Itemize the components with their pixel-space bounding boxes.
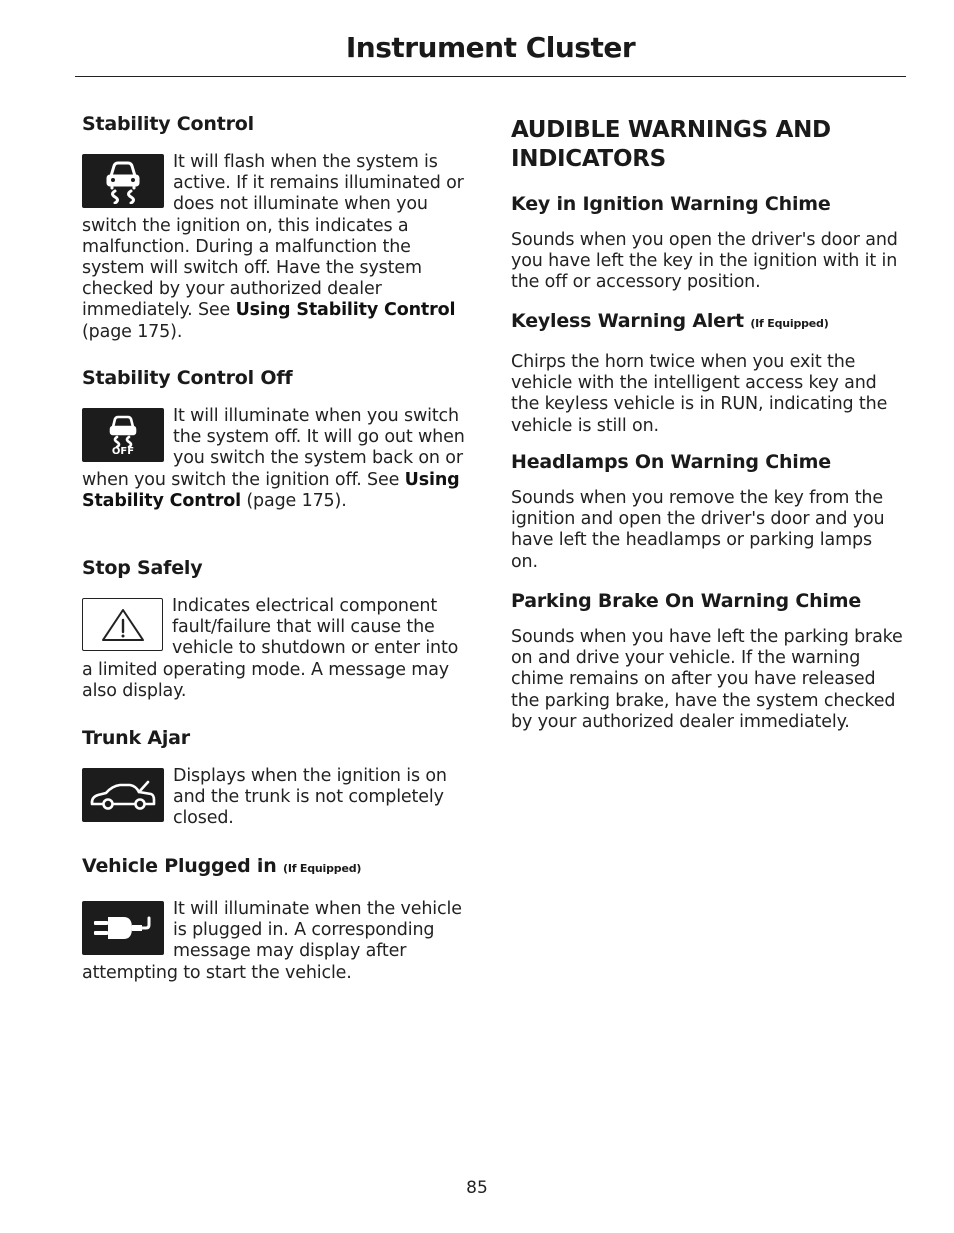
body-text: It will flash when the system is active. If it remains illuminated or does not illuminate when you switch the ignition on, this indicates a malfunction. During a malfunction the system will switch off. Have the system checked by your authorized dealer immediately. See [82,152,464,321]
section-stop-safely [82,556,472,702]
section-heading: Stability Control [82,113,254,135]
body-text: (page 175). [240,490,347,511]
page-title: Instrument Cluster [345,31,636,64]
section-heading: Parking Brake On Warning Chime [511,590,862,612]
section-stability-control [82,112,472,343]
warning-triangle-icon [82,598,163,651]
major-heading: AUDIBLE WARNINGS AND INDICATORS [511,117,831,172]
reference-link[interactable]: Using Stability Control [235,300,456,321]
section-body: It will illuminate when the vehicle is plugged in. A corresponding message may display after attempting to start the vehicle. [82,899,462,983]
equipped-note: (If Equipped) [750,317,829,330]
section-body: Indicates electrical component fault/failure that will cause the vehicle to shutdown or enter into a limited operating mode. A message may also display. [82,596,459,701]
stability-control-icon [82,154,164,208]
section-keyless-warning [511,309,903,437]
body-text: It will illuminate when you switch the system off. It will go out when you switch the system back on or when you switch the ignition off. See [82,406,465,490]
section-key-in-ignition [511,192,903,294]
section-body: Sounds when you remove the key from the ignition and open the driver's door and you have left the headlamps or parking lamps on. [511,488,885,572]
section-stability-control-off [82,366,472,512]
section-parking-brake [511,589,903,733]
section-heading [82,854,472,881]
section-heading: Key in Ignition Warning Chime [511,193,831,215]
section-heading [511,309,903,336]
off-label: OFF [111,445,135,457]
section-body: Sounds when you open the driver's door and you have left the key in the ignition with it in the off or accessory position. [511,230,898,293]
section-heading: Stop Safely [82,557,203,579]
equipped-note: (If Equipped) [283,862,362,875]
section-vehicle-plugged-in [82,854,472,984]
section-body: Sounds when you have left the parking brake on and drive your vehicle. If the warning chime remains on after you have released the parking brake, have the system checked by your authorized dealer immediately. [511,627,903,732]
page-number: 85 [466,1178,488,1198]
section-headlamps-on [511,450,903,573]
plug-icon [82,901,164,955]
section-heading: Headlamps On Warning Chime [511,451,831,473]
heading-text: Vehicle Plugged in [82,855,277,877]
section-trunk-ajar [82,726,472,830]
stability-control-off-icon [82,408,164,462]
heading-text: Keyless Warning Alert [511,310,744,332]
section-body: Displays when the ignition is on and the trunk is not completely closed. [173,766,447,829]
page-header [75,28,906,77]
section-heading: Trunk Ajar [82,727,190,749]
section-body: Chirps the horn twice when you exit the vehicle with the intelligent access key and the keyless vehicle is in RUN, indicating the vehicle is still on. [511,352,888,436]
body-text: (page 175). [82,321,183,342]
trunk-ajar-icon [82,768,164,822]
reference-link[interactable]: Using Stability Control [82,469,460,511]
section-heading: Stability Control Off [82,367,293,389]
